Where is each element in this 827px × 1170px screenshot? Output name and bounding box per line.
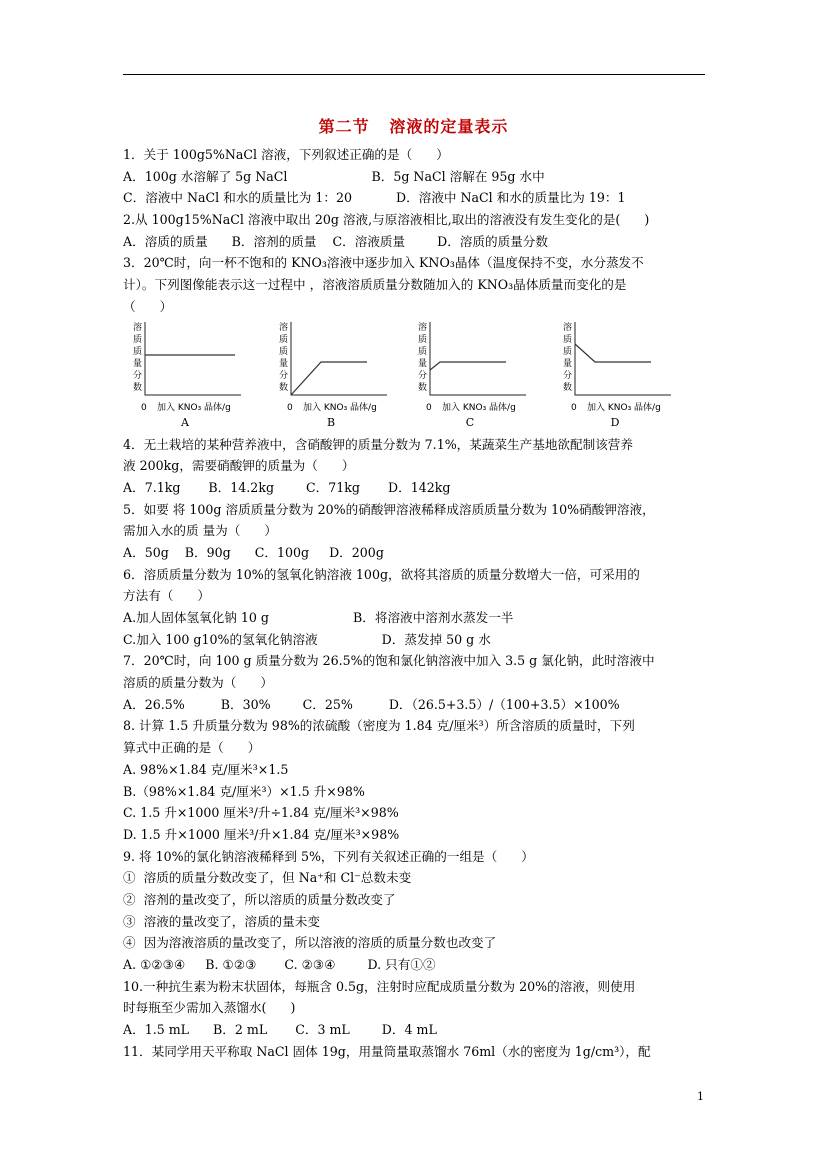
y-axis-label-char: 量 — [133, 358, 143, 369]
y-axis-label-char: 质 — [279, 346, 289, 357]
graph-svg — [129, 320, 241, 416]
graph-option-a — [129, 320, 241, 432]
text-line: 9. 将 10%的氯化钠溶液稀释到 5%，下列有关叙述正确的一组是（ ） — [123, 848, 534, 864]
text-line: A. 98%×1.84 克/厘米³×1.5 — [123, 761, 289, 777]
text-line: ④ 因为溶液溶质的量改变了，所以溶液的溶质的质量分数也改变了 — [123, 935, 497, 951]
y-axis-label-char: 数 — [418, 382, 428, 393]
graph-svg — [275, 320, 387, 416]
page-title: 第二节 溶液的定量表示 — [318, 117, 509, 136]
y-axis-label-char: 质 — [133, 346, 143, 357]
y-axis-label-char: 质 — [418, 334, 428, 345]
text-line: 6．溶质质量分数为 10%的氢氧化钠溶液 100g，欲将其溶质的质量分数增大一倍，可采用的 — [123, 566, 640, 582]
text-line: （ ） — [123, 298, 173, 314]
y-axis-label-char: 分 — [279, 370, 289, 381]
graph-curve — [575, 344, 651, 362]
y-axis-label-char: 分 — [133, 370, 143, 381]
text-line: B.（98%×1.84 克/厘米³）×1.5 升×98% — [123, 783, 365, 799]
graph-option-label: A — [181, 415, 189, 429]
y-axis-label-char: 分 — [418, 370, 428, 381]
graph-axes — [575, 322, 671, 395]
text-line: 液 200kg，需要硝酸钾的质量为（ ） — [123, 458, 355, 474]
text-line: C. 1.5 升×1000 厘米³/升÷1.84 克/厘米³×98% — [123, 805, 399, 821]
y-axis-label-char: 量 — [418, 358, 428, 369]
text-line: 方法有（ ） — [123, 588, 210, 604]
y-axis-label-char: 量 — [563, 358, 573, 369]
graph-options-row — [123, 318, 713, 434]
text-line: A．1.5 mL B．2 mL C．3 mL D．4 mL — [123, 1022, 437, 1038]
graph-option-label: D — [610, 415, 620, 429]
origin-label: 0 — [571, 402, 577, 413]
y-axis-label-char: 溶 — [279, 322, 289, 333]
text-line: A.加人固体氢氧化钠 10 g B．将溶液中溶剂水蒸发一半 — [123, 610, 514, 625]
graph-option-label: C — [465, 415, 475, 429]
y-axis-label-char: 分 — [563, 370, 573, 381]
text-line: A．7.1kg B．14.2kg C．71kg D．142kg — [123, 479, 451, 495]
text-line: 算式中正确的是（ ） — [123, 740, 261, 756]
graph-svg — [559, 320, 671, 416]
text-line: 8. 计算 1.5 升质量分数为 98%的浓硫酸（密度为 1.84 克/厘米³）所含溶质的质量时，下列 — [123, 718, 635, 734]
text-line: 3．20℃时，向一杯不饱和的 KNO₃溶液中逐步加入 KNO₃晶体（温度保持不变，水分蒸发不 — [123, 255, 644, 271]
graph-option-label: B — [326, 415, 336, 429]
graph-axes — [145, 322, 241, 395]
text-line: A. ①②③④ B. ①②③ C. ②③④ D. 只有①② — [123, 957, 436, 972]
origin-label: 0 — [141, 402, 147, 413]
y-axis-label-char: 数 — [279, 382, 289, 393]
y-axis-label-char: 质 — [563, 334, 573, 345]
text-line: A．溶质的质量 B．溶剂的质量 C．溶液质量 D．溶质的质量分数 — [123, 233, 548, 249]
text-line: 溶质的质量分数为（ ） — [123, 675, 273, 691]
text-line: 2.从 100g15%NaCl 溶液中取出 20g 溶液,与原溶液相比,取出的溶液没有发生变化的是( ) — [123, 212, 650, 228]
origin-label: 0 — [287, 402, 293, 413]
x-axis-label: 加入 KNO₃ 晶体/g — [442, 402, 516, 413]
y-axis-label-char: 质 — [133, 334, 143, 345]
text-line: A．26.5% B．30% C．25% D．（26.5+3.5）/（100+3.5）×100% — [123, 696, 620, 712]
text-line: A．50g B．90g C．100g D．200g — [123, 544, 384, 560]
text-line: 计）。下列图像能表示这一过程中 ，溶液溶质质量分数随加入的 KNO₃晶体质量而变化的是 — [123, 277, 627, 293]
y-axis-label-char: 质 — [279, 334, 289, 345]
x-axis-label: 加入 KNO₃ 晶体/g — [303, 402, 377, 413]
text-line: C.加入 100 g10%的氢氧化钠溶液 D．蒸发掉 50 g 水 — [123, 631, 491, 647]
document-body — [123, 144, 713, 1062]
text-line: 11．某同学用天平称取 NaCl 固体 19g，用量筒量取蒸馏水 76ml（水的密度为 1g/cm³），配 — [123, 1043, 651, 1059]
text-line: 时每瓶至少需加入蒸馏水( ) — [123, 1000, 296, 1016]
y-axis-label-char: 量 — [279, 358, 289, 369]
text-line: C．溶液中 NaCl 和水的质量比为 1：20 D．溶液中 NaCl 和水的质量比为 19：1 — [123, 190, 626, 206]
origin-label: 0 — [426, 402, 432, 413]
header-rule — [123, 74, 705, 75]
text-line: 需加入水的质 量为（ ） — [123, 523, 277, 539]
x-axis-label: 加入 KNO₃ 晶体/g — [587, 402, 661, 413]
page-number: 1 — [697, 1090, 704, 1103]
text-line: 5．如要 将 100g 溶质质量分数为 20%的硝酸钾溶液稀释成溶质质量分数为 10%硝酸钾溶液， — [123, 501, 655, 517]
graph-curve — [291, 362, 367, 395]
text-line: D. 1.5 升×1000 厘米³/升×1.84 克/厘米³×98% — [123, 826, 400, 842]
graph-axes — [430, 322, 526, 395]
text-line: A．100g 水溶解了 5g NaCl B．5g NaCl 溶解在 95g 水中 — [123, 168, 545, 184]
y-axis-label-char: 质 — [563, 346, 573, 357]
graph-option-d — [559, 320, 671, 432]
graph-curve — [430, 362, 506, 370]
text-line: ② 溶剂的量改变了，所以溶质的质量分数改变了 — [123, 891, 396, 907]
graph-option-b — [275, 320, 387, 432]
y-axis-label-char: 溶 — [418, 322, 428, 333]
text-line: 4．无土栽培的某种营养液中，含硝酸钾的质量分数为 7.1%，某蔬菜生产基地欲配制该营养 — [123, 436, 633, 452]
y-axis-label-char: 数 — [563, 382, 573, 393]
text-line: ③ 溶液的量改变了，溶质的量未变 — [123, 913, 320, 929]
graph-svg — [414, 320, 526, 416]
text-line: 7．20℃时，向 100 g 质量分数为 26.5%的饱和氯化钠溶液中加入 3.5 g 氯化钠，此时溶液中 — [123, 653, 655, 669]
x-axis-label: 加入 KNO₃ 晶体/g — [157, 402, 231, 413]
y-axis-label-char: 溶 — [563, 322, 573, 333]
text-line: 1．关于 100g5%NaCl 溶液，下列叙述正确的是（ ） — [123, 147, 449, 162]
graph-axes — [291, 322, 387, 395]
y-axis-label-char: 质 — [418, 346, 428, 357]
graph-option-c — [414, 320, 526, 432]
text-line: 10.一种抗生素为粉末状固体，每瓶含 0.5g，注射时应配成质量分数为 20%的溶液，则使用 — [123, 978, 636, 994]
y-axis-label-char: 数 — [133, 382, 143, 393]
y-axis-label-char: 溶 — [133, 322, 143, 333]
text-line: ① 溶质的质量分数改变了，但 Na⁺和 Cl⁻总数未变 — [123, 870, 412, 886]
